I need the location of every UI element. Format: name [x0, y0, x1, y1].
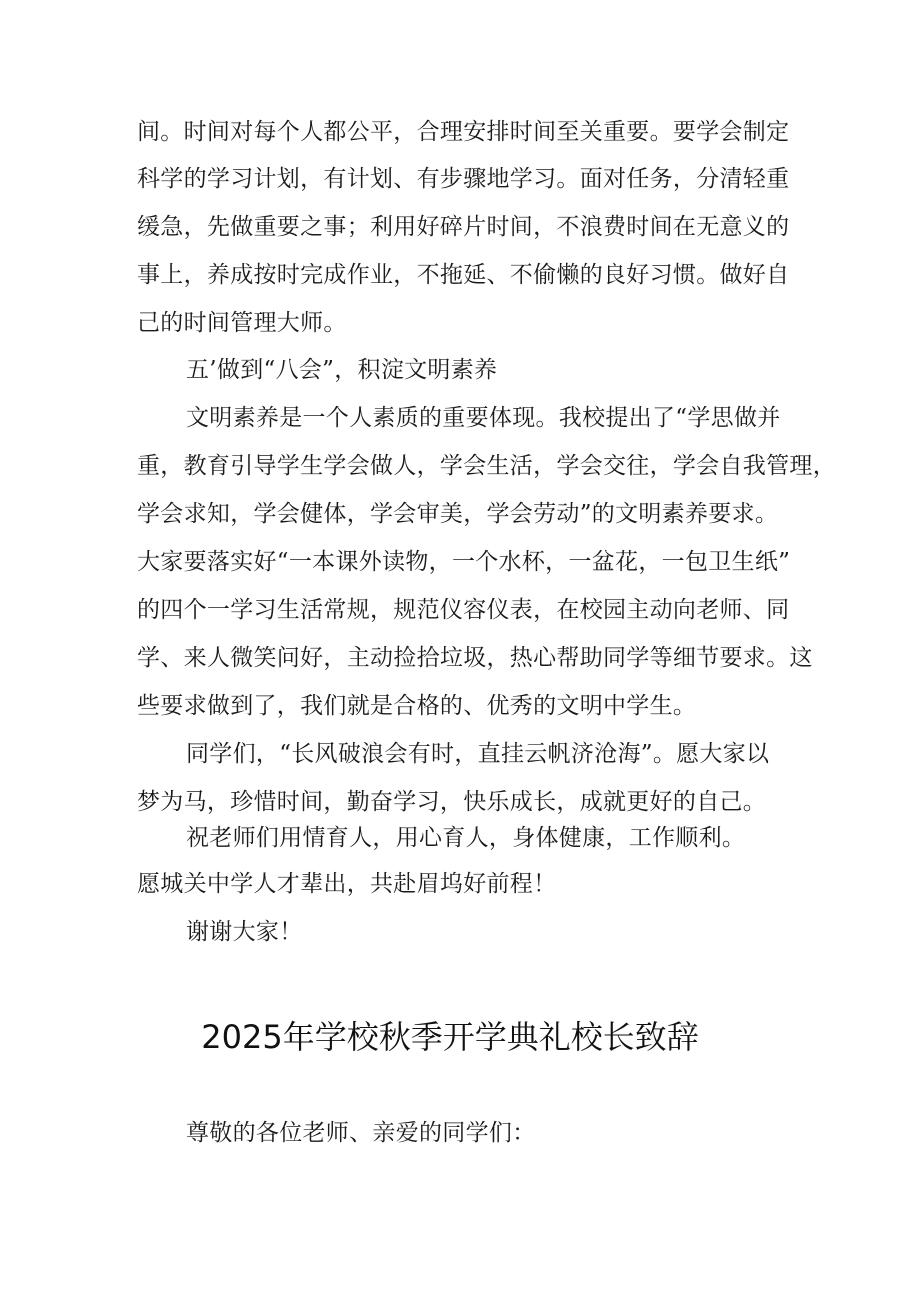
body-line: 重，教育引导学生学会做人，学会生活，学会交往，学会自我管理，: [137, 453, 836, 479]
body-line: 些要求做到了，我们就是合格的、优秀的文明中学生。: [137, 693, 697, 719]
body-line: 学、来人微笑问好，主动捡拾垃圾，热心帮助同学等细节要求。这: [137, 645, 813, 671]
section-heading: 五’做到“八会”，积淀文明素养: [186, 357, 498, 383]
body-line: 的四个一学习生活常规，规范仪容仪表，在校园主动向老师、同: [137, 597, 790, 623]
body-line: 同学们，“长风破浪会有时，直挂云帆济沧海”。愿大家以: [186, 741, 770, 767]
body-line: 祝老师们用情育人，用心育人，身体健康，工作顺利。: [186, 825, 746, 851]
salutation: 尊敬的各位老师、亲爱的同学们：: [186, 1120, 536, 1146]
body-line: 文明素养是一个人素质的重要体现。我校提出了“学思做并: [186, 405, 781, 431]
body-line: 学会求知，学会健体，学会审美，学会劳动”的文明素养要求。: [137, 501, 779, 527]
body-line: 科学的学习计划，有计划、有步骤地学习。面对任务，分清轻重: [137, 166, 790, 192]
body-line: 大家要落实好“一本课外读物，一个水杯，一盆花，一包卫生纸”: [137, 549, 791, 575]
body-line: 己的时间管理大师。: [137, 310, 347, 336]
closing-line: 谢谢大家！: [186, 919, 303, 945]
body-line: 事上，养成按时完成作业，不拖延、不偷懒的良好习惯。做好自: [137, 262, 790, 288]
body-line: 愿城关中学人才辈出，共赴眉坞好前程！: [137, 871, 557, 897]
body-line: 梦为马，珍惜时间，勤奋学习，快乐成长，成就更好的自己。: [137, 789, 767, 815]
body-line: 间。时间对每个人都公平，合理安排时间至关重要。要学会制定: [137, 119, 790, 145]
body-line: 缓急，先做重要之事；利用好碎片时间，不浪费时间在无意义的: [137, 214, 790, 240]
document-title: 2025年学校秋季开学典礼校长致辞: [201, 1018, 699, 1056]
